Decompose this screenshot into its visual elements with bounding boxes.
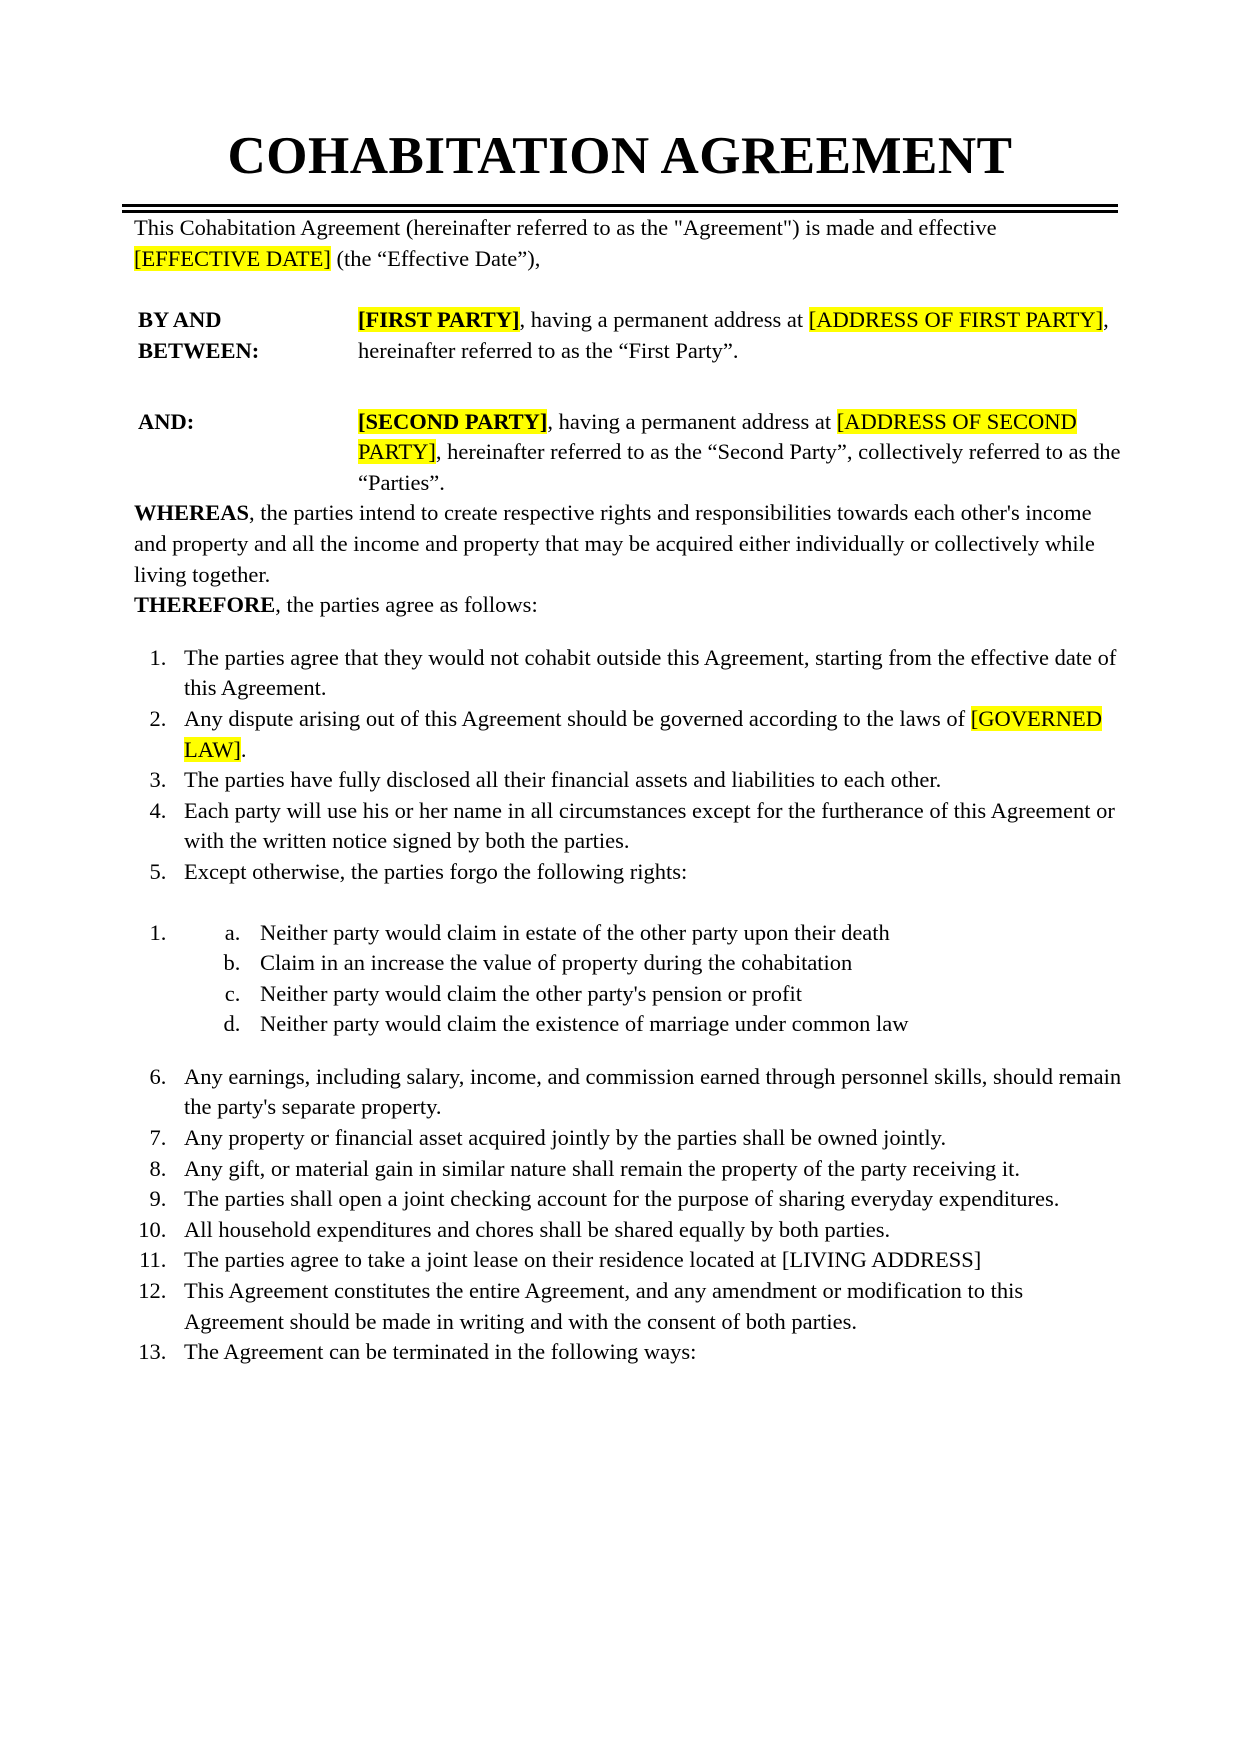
party-block-first (134, 305, 1122, 366)
party-label-first (134, 305, 358, 366)
clause-item (172, 1276, 1122, 1337)
clause-text: Any property or financial asset acquired jointly by the parties shall be owned jointly. (184, 1125, 947, 1151)
therefore-text: , the parties agree as follows: (275, 592, 538, 618)
intro-text-before: This Cohabitation Agreement (hereinafter referred to as the "Agreement") is made and effective (134, 215, 997, 241)
therefore-paragraph (134, 590, 1122, 621)
party-text-first (358, 305, 1122, 366)
second-party-address-placeholder: [ADDRESS OF SECOND PARTY] (358, 408, 1077, 465)
clause-alpha-item (246, 948, 1122, 979)
clause-list-part-2 (134, 1062, 1122, 1368)
clause-item (172, 1245, 1122, 1276)
whereas-text: , the parties intend to create respective rights and responsibilities towards each other's income and property and all the income and property that may be acquired either individually or collectively while living together. (134, 500, 1095, 587)
clause-item (172, 1215, 1122, 1246)
clause-sub-numbered-list (134, 918, 1122, 1040)
first-party-placeholder: [FIRST PARTY] (358, 307, 520, 333)
first-party-tail-text: , hereinafter referred to as the “First Party”. (358, 307, 1109, 364)
clause-item (172, 704, 1122, 765)
clause-alpha-list (184, 918, 1122, 1040)
clause-item (172, 765, 1122, 796)
clause-text: Any gift, or material gain in similar nature shall remain the property of the party receiving it. (184, 1155, 1020, 1181)
clause-alpha-text: Claim in an increase the value of property during the cohabitation (260, 950, 853, 976)
clause-text-after: . (240, 736, 247, 762)
intro-text-after: (the “Effective Date”), (330, 245, 541, 271)
party-label-line-1: BY AND (138, 307, 222, 333)
party-label-second-line-1: AND: (138, 408, 195, 434)
clause-alpha-text: Neither party would claim the other party's pension or profit (260, 980, 803, 1006)
clause-item (172, 1337, 1122, 1368)
clause-item (172, 1062, 1122, 1123)
clause-text: The parties agree to take a joint lease on their residence located at [LIVING ADDRESS] (184, 1247, 982, 1273)
page-title: COHABITATION AGREEMENT (227, 127, 1013, 185)
clause-text: The parties agree that they would not cohabit outside this Agreement, starting from the effective date of this Agreement. (184, 644, 1117, 701)
clause-text: Each party will use his or her name in all circumstances except for the furtherance of this Agreement or with the written notice signed by both the parties. (184, 797, 1115, 854)
clause-alpha-item (246, 1009, 1122, 1040)
first-party-address-placeholder: [ADDRESS OF FIRST PARTY] (808, 307, 1104, 333)
clause-text: This Agreement constitutes the entire Agreement, and any amendment or modification to this Agreement should be made in writing and with the consent of both parties. (184, 1278, 1024, 1334)
clause-item (172, 1154, 1122, 1185)
clause-text: Any earnings, including salary, income, and commission earned through personnel skills, should remain the party's separate property. (184, 1063, 1122, 1120)
clause-text: The Agreement can be terminated in the following ways: (184, 1339, 697, 1365)
clause-sub-numbered-item (172, 918, 1122, 1040)
clause-text: The parties have fully disclosed all their financial assets and liabilities to each other. (184, 767, 942, 793)
therefore-lead: THEREFORE (134, 592, 276, 618)
clause-item (172, 1184, 1122, 1215)
whereas-paragraph (134, 498, 1122, 590)
second-party-middle-text: , having a permanent address at (547, 408, 837, 434)
clause-list-part-1 (134, 643, 1122, 888)
first-party-middle-text: , having a permanent address at (519, 307, 809, 333)
document-body (0, 213, 1240, 1368)
second-party-placeholder: [SECOND PARTY] (358, 408, 548, 434)
title-double-rule (122, 204, 1118, 213)
party-label-line-2: BETWEEN: (138, 338, 260, 364)
whereas-lead: WHEREAS (134, 500, 250, 526)
clause-alpha-text: Neither party would claim the existence of marriage under common law (260, 1011, 909, 1037)
party-label-second (134, 407, 358, 438)
clause-item (172, 796, 1122, 857)
clause-text: All household expenditures and chores shall be shared equally by both parties. (184, 1216, 891, 1242)
clause-text-before: Any dispute arising out of this Agreement should be governed according to the laws of (184, 705, 971, 731)
clause-item (172, 1123, 1122, 1154)
second-party-tail-text: , hereinafter referred to as the “Second Party”, collectively referred to as the “Parties”. (358, 439, 1121, 495)
clause-alpha-item (246, 979, 1122, 1010)
clause-text: Except otherwise, the parties forgo the following rights: (184, 858, 688, 884)
intro-paragraph (134, 213, 1122, 274)
party-text-second (358, 407, 1122, 499)
effective-date-placeholder: [EFFECTIVE DATE] (134, 245, 331, 271)
party-block-second (134, 407, 1122, 499)
clause-item (172, 643, 1122, 704)
clause-alpha-text: Neither party would claim in estate of the other party upon their death (260, 919, 890, 945)
clause-alpha-item (246, 918, 1122, 949)
clause-item (172, 857, 1122, 888)
clause-text: The parties shall open a joint checking account for the purpose of sharing everyday expenditures. (184, 1186, 1060, 1212)
governed-law-placeholder: [GOVERNED LAW] (184, 705, 1102, 762)
